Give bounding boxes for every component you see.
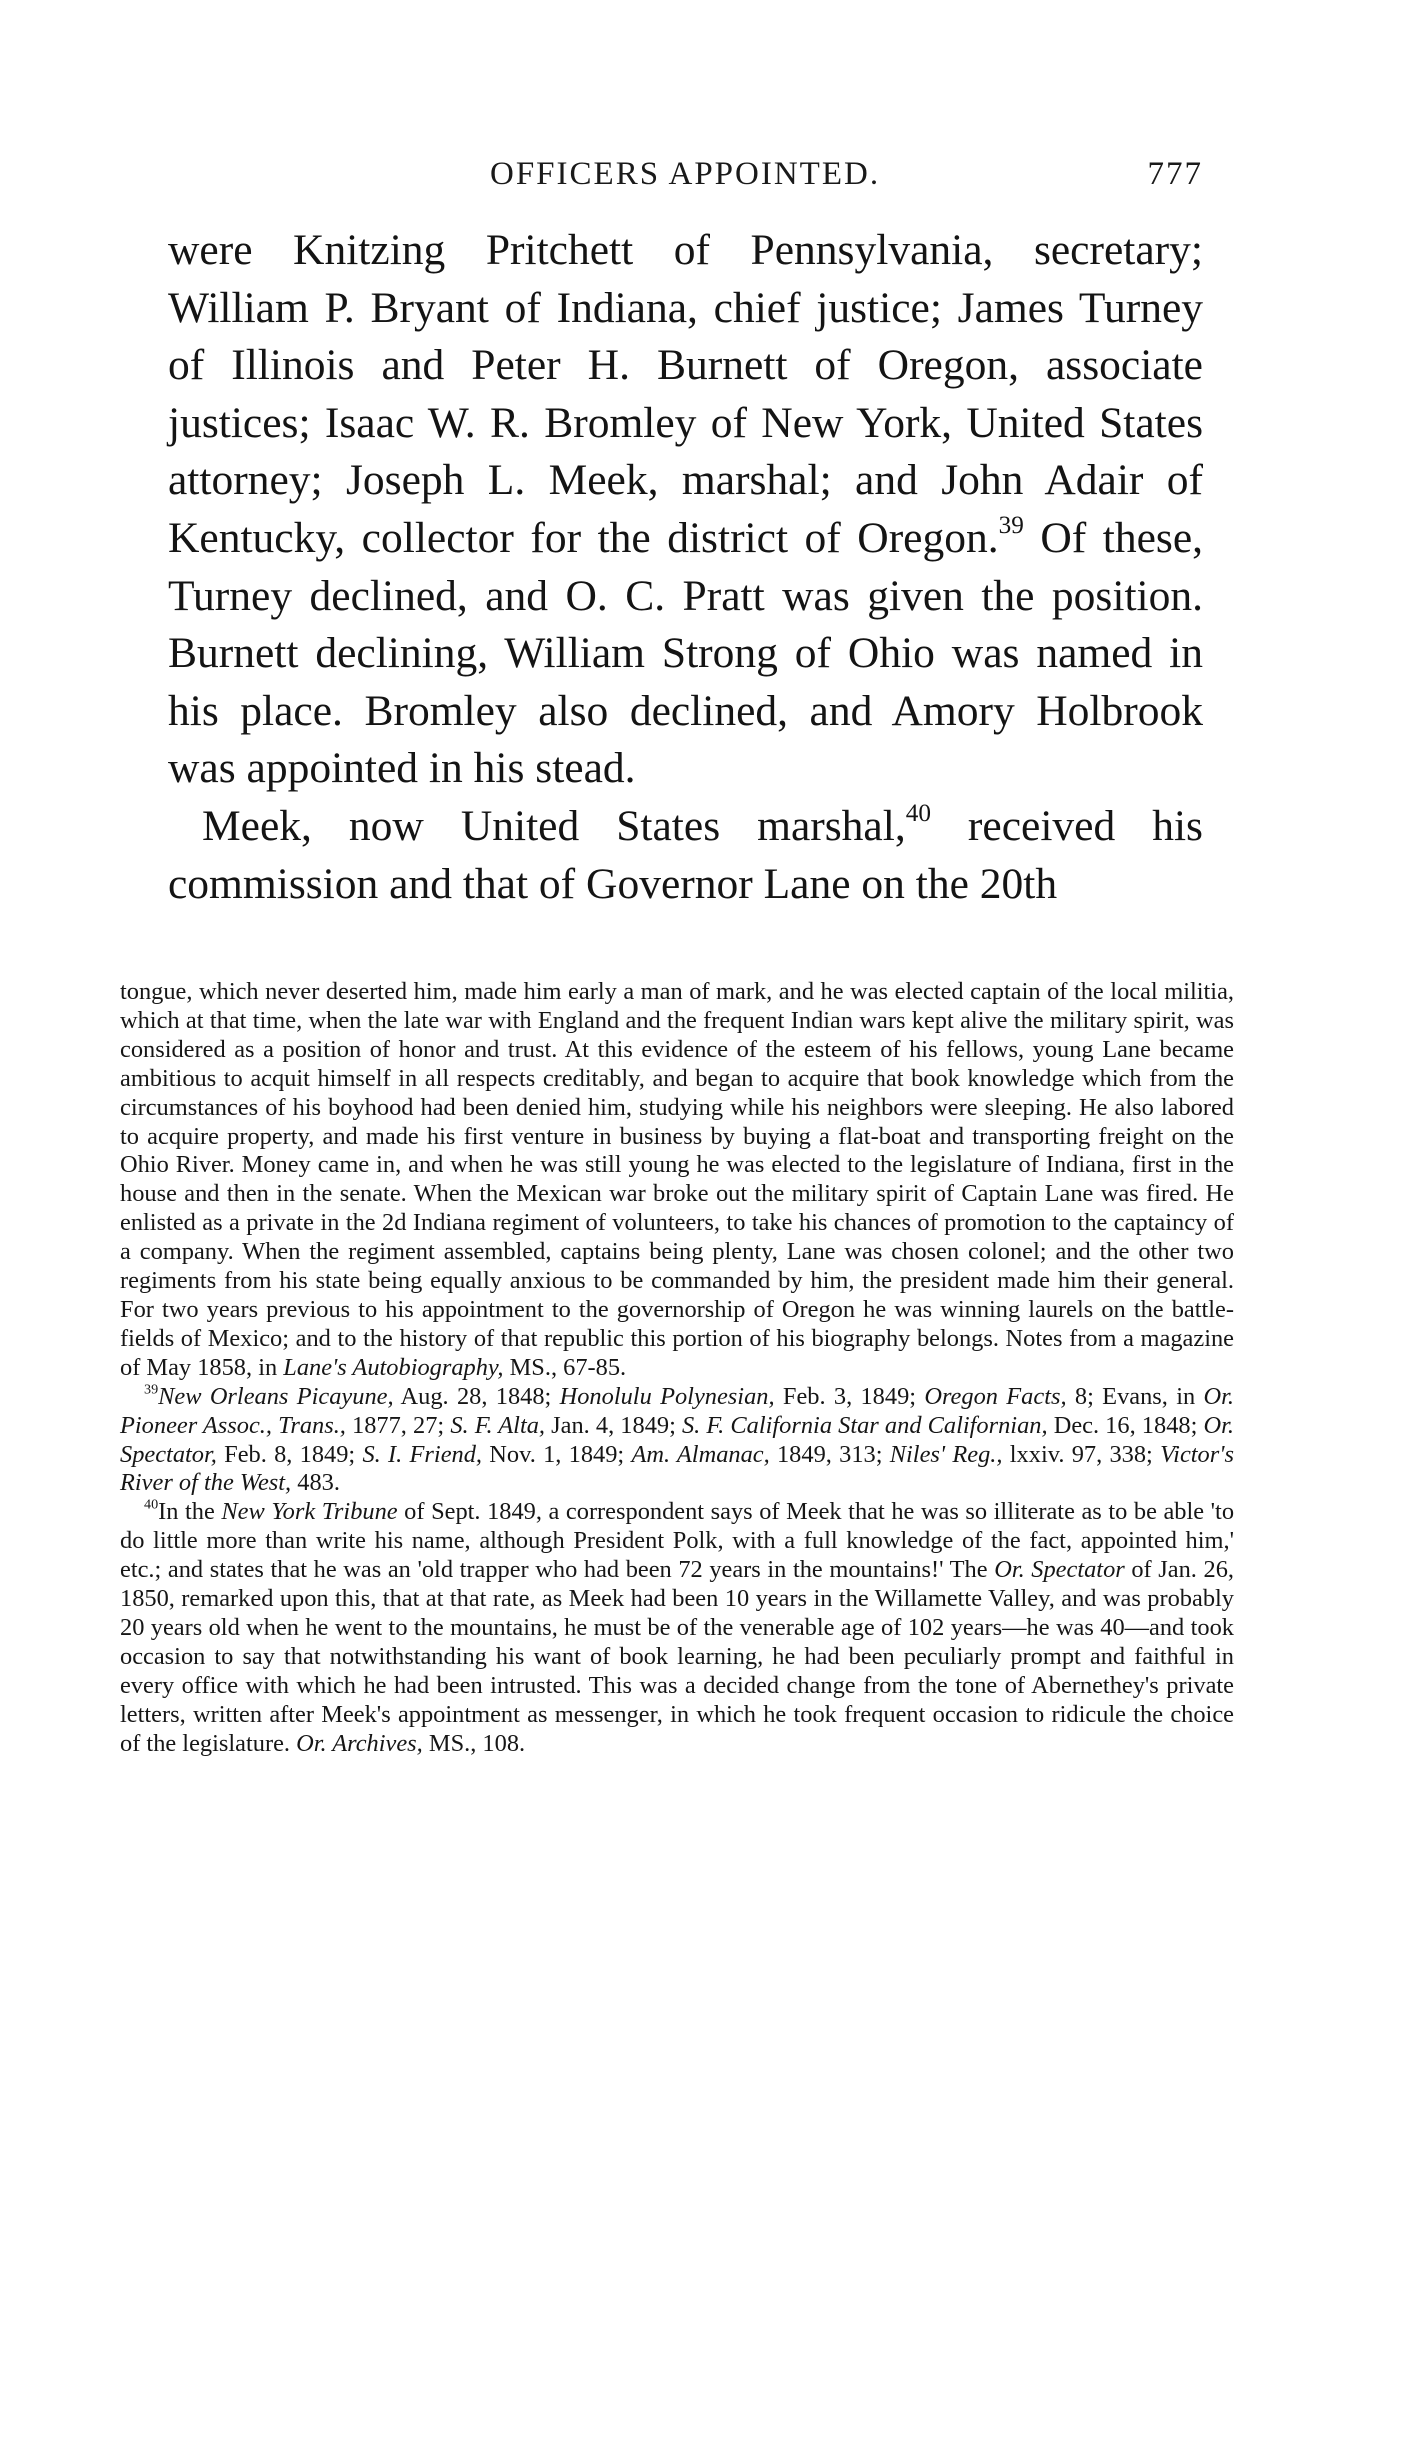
note-citation: Lane's Autobiography, [283,1353,504,1381]
note-text-run: 1849, 313; [769,1440,890,1468]
note-citation: Oregon Facts, [924,1382,1067,1410]
note-text-run: MS., 108. [422,1729,526,1757]
note-text-run: Nov. 1, 1849; [482,1440,632,1468]
note-text-run: Jan. 4, 1849; [545,1411,682,1439]
note-text-run: In the [158,1498,222,1526]
note-text-run: Feb. 3, 1849; [774,1382,925,1410]
main-text-run: were Knitzing Pritchett of Pennsylvania, secretary; William P. Bryant of Indiana, chief justice; James Turney of Illinois and Peter H. Burnett of Oregon, associate justices; Isaac W. R. Bromley of New York, United States attorney; Joseph L. Meek, marshal; and John Adair of Kentucky, collector for the district of Oregon. [168,226,1203,562]
running-head [168,144,1203,204]
note-text-run: 8; Evans, in [1066,1382,1204,1410]
page-number: 777 [1147,156,1203,192]
main-text-run: Meek, now United States marshal, [202,801,906,850]
footnote-ref-39: 39 [998,512,1024,540]
main-paragraph [168,222,1203,798]
note-citation: S. I. Friend, [362,1440,483,1468]
note-citation: S. F. Alta, [450,1411,546,1439]
footnote-ref-40: 40 [905,800,931,828]
note-text-run: 1877, 27; [345,1411,451,1439]
footnote-39 [120,1383,1234,1499]
footnotes [120,978,1234,1758]
running-head-title: OFFICERS APPOINTED. [490,156,881,192]
note-text-run: Dec. 16, 1848; [1047,1411,1204,1439]
note-text-run: lxxiv. 97, 338; [1002,1440,1161,1468]
note-text-run: of Sept. 1849, a correspondent says of Meek that he was so illiterate as to be able 'to do little more than write his name, although President Polk, with a full knowledge of the fact, appointed him,' etc.; and states that he was an 'old trapper who had been 72 years in the mountains!' The [120,1498,1235,1584]
note-citation: Or. Spectator [994,1556,1125,1584]
footnote-number: 39 [144,1381,159,1398]
note-citation: Niles' Reg., [889,1440,1003,1468]
main-paragraph [168,798,1203,913]
note-citation: New Orleans Picayune, [158,1382,394,1410]
main-text-run: received his commission and that of Governor Lane on the 20th [168,801,1203,908]
note-citation: Or. Spectator, [120,1411,1234,1468]
note-citation: New York Tribune [221,1498,398,1526]
note-text-run: 483. [291,1469,340,1497]
footnote-continuation [120,978,1234,1383]
note-citation: Honolulu Polynesian, [559,1382,775,1410]
footnote-number: 40 [144,1496,159,1513]
note-citation: Am. Almanac, [631,1440,770,1468]
note-text-run: Feb. 8, 1849; [216,1440,363,1468]
note-text-run: Aug. 28, 1848; [393,1382,560,1410]
footnote-40 [120,1498,1234,1758]
main-text [168,222,1203,913]
note-text-run: tongue, which never deserted him, made him early a man of mark, and he was elected captain of the local militia, which at that time, when the late war with England and the frequent Indian wars kept alive the military spirit, was considered as a position of honor and trust. At this evidence of the esteem of his fellows, young Lane became ambitious to acquit himself in all respects creditably, and began to acquire that book knowledge which from the circumstances of his boyhood had been denied him, studying while his neighbors were sleeping. He also labored to acquire property, and made his first venture in business by buying a flat-boat and transporting freight on the Ohio River. Money came in, and when he was still young he was elected to the legislature of Indiana, first in the house and then in the senate. When the Mexican war broke out the military spirit of Captain Lane was fired. He enlisted as a private in the 2d Indiana regiment of volunteers, to take his chances of promotion to the captaincy of a company. When the regiment assembled, captains being plenty, Lane was chosen colonel; and the other two regiments from his state being equally anxious to be commanded by him, the president made him their general. For two years previous to his appointment to the governorship of Oregon he was winning laurels on the battle-fields of Mexico; and to the history of that republic this portion of his biography belongs. Notes from a magazine of May 1858, in [120,978,1234,1381]
note-citation: Or. Archives, [296,1729,423,1757]
main-text-run: Of these, Turney declined, and O. C. Pratt was given the position. Burnett declining, William Strong of Ohio was named in his place. Bromley also declined, and Amory Holbrook was appointed in his stead. [168,513,1204,793]
note-citation: Victor's River of the West, [120,1440,1234,1497]
note-citation: Or. Pioneer Assoc., Trans., [120,1382,1234,1439]
note-text-run: MS., 67-85. [503,1353,627,1381]
note-text-run: of Jan. 26, 1850, remarked upon this, that at that rate, as Meek had been 10 years in the Willamette Valley, and was probably 20 years old when he went to the mountains, he must be of the venerable age of 102 years—he was 40—and took occasion to say that notwithstanding his want of book learning, he had been peculiarly prompt and faithful in every office with which he had been intrusted. This was a decided change from the tone of Abernethey's private letters, written after Meek's appointment as messenger, in which he took frequent occasion to ridicule the choice of the legislature. [120,1556,1234,1757]
note-citation: S. F. California Star and Californian, [681,1411,1048,1439]
